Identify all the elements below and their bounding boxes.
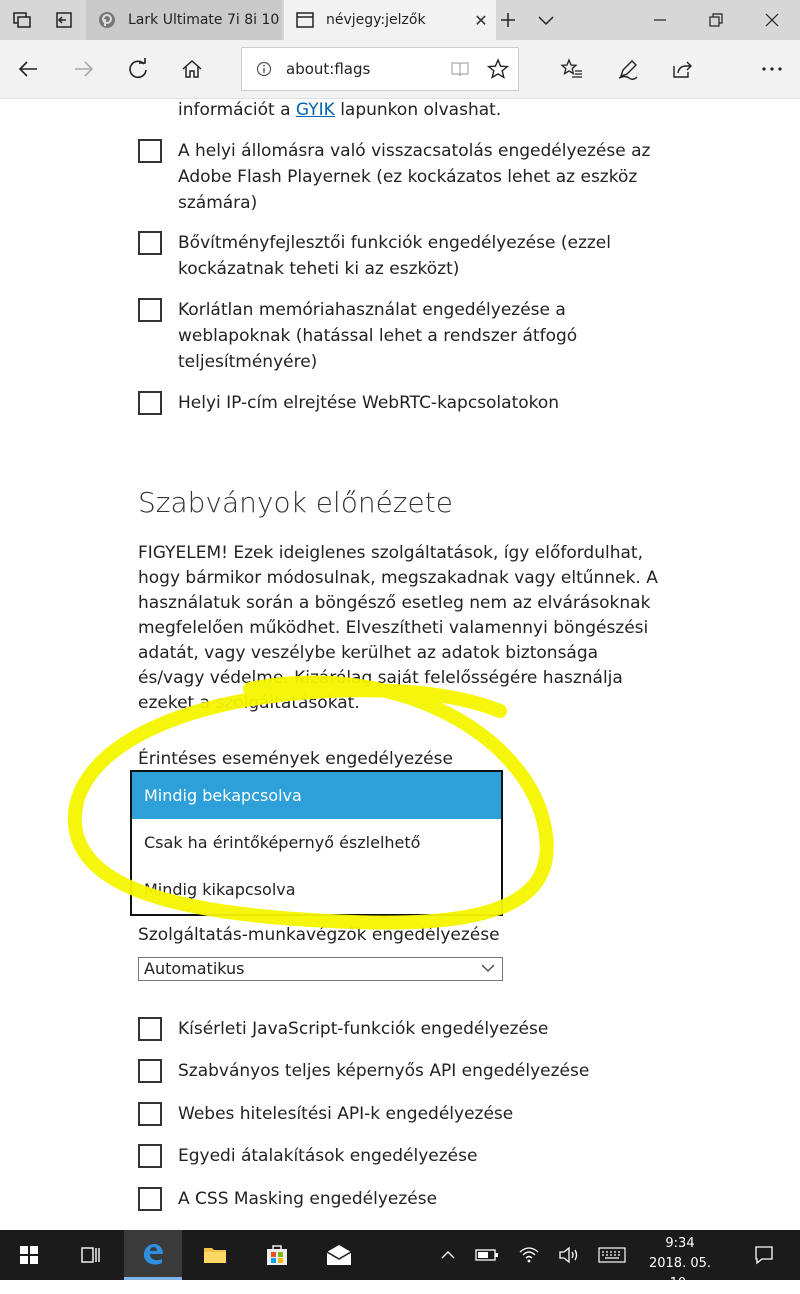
more-dots-icon: [761, 66, 783, 72]
label-line: weblapoknak (hatással lehet a rendszer átfogó: [178, 326, 578, 346]
task-view-button[interactable]: [62, 1230, 120, 1280]
service-workers-label: Szolgáltatás-munkavégzők engedélyezése: [138, 925, 500, 945]
mail-button[interactable]: [310, 1230, 368, 1280]
chevron-down-icon: [480, 961, 496, 975]
close-tab-icon[interactable]: ✕: [474, 10, 488, 30]
forward-button[interactable]: [58, 40, 110, 98]
faq-suffix: lapunkon olvashat.: [334, 100, 502, 120]
speaker-icon: [558, 1246, 580, 1264]
url-text[interactable]: about:flags: [286, 60, 371, 78]
touch-events-dropdown[interactable]: [130, 770, 503, 916]
share-icon: [671, 58, 693, 80]
refresh-icon: [127, 58, 149, 80]
faq-prefix: információt a: [178, 100, 296, 120]
tab-title: névjegy:jelzők: [326, 12, 426, 28]
forward-arrow-icon: [73, 58, 95, 80]
tab-flags[interactable]: [284, 0, 496, 40]
warning-line: hogy bármikor módosulnak, megszakadnak vagy eltűnnek. A: [138, 568, 658, 588]
home-button[interactable]: [166, 40, 218, 98]
custom-transforms-label: Egyedi átalakítások engedélyezése: [178, 1146, 478, 1166]
warning-line: adatát, vagy veszélybe kerülhet az adatok biztonsága: [138, 643, 599, 663]
touch-option-if-detected[interactable]: Csak ha érintőképernyő észlelhető: [144, 833, 421, 852]
warning-line: és/vagy védelme. Kizárólag saját felelősségére használja: [138, 668, 623, 688]
css-masking-label: A CSS Masking engedélyezése: [178, 1189, 438, 1209]
warning-line: ezeket a szolgáltatásokat.: [138, 693, 360, 713]
show-hidden-icons-button[interactable]: [434, 1230, 462, 1280]
close-window-button[interactable]: [744, 0, 800, 40]
favorites-hub-button[interactable]: [546, 40, 598, 98]
page-icon: [294, 9, 316, 31]
label-line: számára): [178, 193, 258, 213]
share-button[interactable]: [656, 40, 708, 98]
tab-strip: [0, 0, 800, 40]
warning-text: [138, 541, 658, 716]
fullscreen-api-label: Szabványos teljes képernyős API engedélyezése: [178, 1061, 590, 1081]
clock-time: 9:34: [665, 1236, 695, 1251]
touch-keyboard-button[interactable]: [594, 1230, 630, 1280]
set-aside-tabs-button[interactable]: [42, 0, 86, 40]
web-auth-label: Webes hitelesítési API-k engedélyezése: [178, 1104, 514, 1124]
tab-preview-button[interactable]: [0, 0, 44, 40]
label-line: A helyi állomásra való visszacsatolás engedélyezése az: [178, 141, 651, 161]
navigation-bar: [0, 40, 800, 99]
minimize-icon: [653, 13, 667, 27]
store-icon: [264, 1242, 290, 1268]
service-workers-select[interactable]: [138, 957, 503, 981]
label-line: teljesítményére): [178, 352, 318, 372]
label-line: kockázatnak teheti ki az eszközt): [178, 259, 460, 279]
touch-option-always-on[interactable]: Mindig bekapcsolva: [132, 772, 501, 819]
back-button[interactable]: [2, 40, 54, 98]
battery-icon: [475, 1248, 499, 1262]
start-button[interactable]: [0, 1230, 58, 1280]
faq-line: [178, 99, 501, 123]
minimize-button[interactable]: [632, 0, 688, 40]
extension-developer-label: [178, 230, 611, 282]
set-aside-icon: [54, 10, 74, 30]
tab-lark[interactable]: [86, 0, 282, 40]
windows-logo-icon: [19, 1245, 39, 1265]
action-center-button[interactable]: [736, 1230, 792, 1280]
label-line: Bővítményfejlesztői funkciók engedélyezése (ezzel: [178, 233, 611, 253]
keyboard-icon: [598, 1247, 626, 1263]
hide-local-ip-checkbox[interactable]: [138, 391, 162, 415]
refresh-button[interactable]: [112, 40, 164, 98]
experimental-js-label: Kísérleti JavaScript-funkciók engedélyezése: [178, 1019, 549, 1039]
taskbar: [0, 1230, 800, 1291]
close-icon: [765, 13, 779, 27]
plus-icon: [499, 11, 517, 29]
hide-local-ip-label: [178, 390, 559, 416]
warning-line: használatuk során a böngésző esetleg nem az elvárásoknak: [138, 593, 651, 613]
custom-transforms-checkbox[interactable]: [138, 1144, 162, 1168]
section-title: Szabványok előnézete: [138, 486, 453, 519]
warning-line: megfelelően működhet. Elveszítheti valamennyi böngészési: [138, 618, 649, 638]
web-auth-checkbox[interactable]: [138, 1102, 162, 1126]
chevron-up-icon: [440, 1250, 456, 1260]
warning-line: FIGYELEM! Ezek ideiglenes szolgáltatások, így előfordulhat,: [138, 543, 643, 563]
clock-date: 2018. 05. 10.: [648, 1256, 712, 1291]
favorite-star-icon[interactable]: [478, 58, 518, 80]
label-line: Korlátlan memóriahasználat engedélyezése a: [178, 300, 566, 320]
service-workers-value: Automatikus: [144, 959, 245, 978]
chevron-down-icon: [537, 14, 555, 26]
touch-option-always-off[interactable]: Mindig kikapcsolva: [144, 880, 296, 899]
volume-button[interactable]: [552, 1230, 586, 1280]
label-line: Adobe Flash Playernek (ez kockázatos lehet az eszköz: [178, 167, 638, 187]
restore-icon: [709, 13, 723, 27]
web-note-button[interactable]: [602, 40, 654, 98]
more-button[interactable]: [746, 40, 798, 98]
tabs-overview-icon: [12, 10, 32, 30]
home-icon: [181, 58, 203, 80]
mail-icon: [325, 1244, 353, 1266]
unlimited-memory-checkbox[interactable]: [138, 298, 162, 322]
css-masking-checkbox[interactable]: [138, 1187, 162, 1211]
task-view-icon: [80, 1245, 102, 1265]
tab-title: Lark Ultimate 7i 8i 10: [128, 12, 280, 28]
address-bar[interactable]: [241, 47, 519, 91]
reading-view-icon[interactable]: [442, 60, 478, 78]
notification-icon: [754, 1245, 774, 1265]
wifi-button[interactable]: [512, 1230, 546, 1280]
site-favicon-icon: [96, 9, 118, 31]
store-button[interactable]: [248, 1230, 306, 1280]
file-explorer-button[interactable]: [186, 1230, 244, 1280]
edge-icon: [140, 1241, 166, 1267]
faq-link[interactable]: GYIK: [295, 100, 335, 120]
pen-icon: [617, 58, 639, 80]
touch-events-label: Érintéses események engedélyezése: [138, 749, 453, 769]
system-clock[interactable]: [640, 1234, 720, 1294]
edge-taskbar-button[interactable]: [124, 1230, 182, 1280]
restore-button[interactable]: [688, 0, 744, 40]
folder-icon: [202, 1244, 228, 1266]
wifi-icon: [518, 1246, 540, 1264]
label-line: Helyi IP-cím elrejtése WebRTC-kapcsolatokon: [178, 393, 560, 413]
flash-loopback-checkbox[interactable]: [138, 139, 162, 163]
extension-developer-checkbox[interactable]: [138, 231, 162, 255]
tab-list-button[interactable]: [524, 0, 568, 40]
battery-button[interactable]: [470, 1230, 504, 1280]
fullscreen-api-checkbox[interactable]: [138, 1059, 162, 1083]
experimental-js-checkbox[interactable]: [138, 1017, 162, 1041]
unlimited-memory-label: [178, 297, 577, 375]
back-arrow-icon: [17, 58, 39, 80]
info-icon[interactable]: [242, 61, 286, 77]
favorites-list-icon: [560, 58, 584, 80]
flash-loopback-label: [178, 138, 650, 216]
page-content: [0, 99, 800, 1230]
